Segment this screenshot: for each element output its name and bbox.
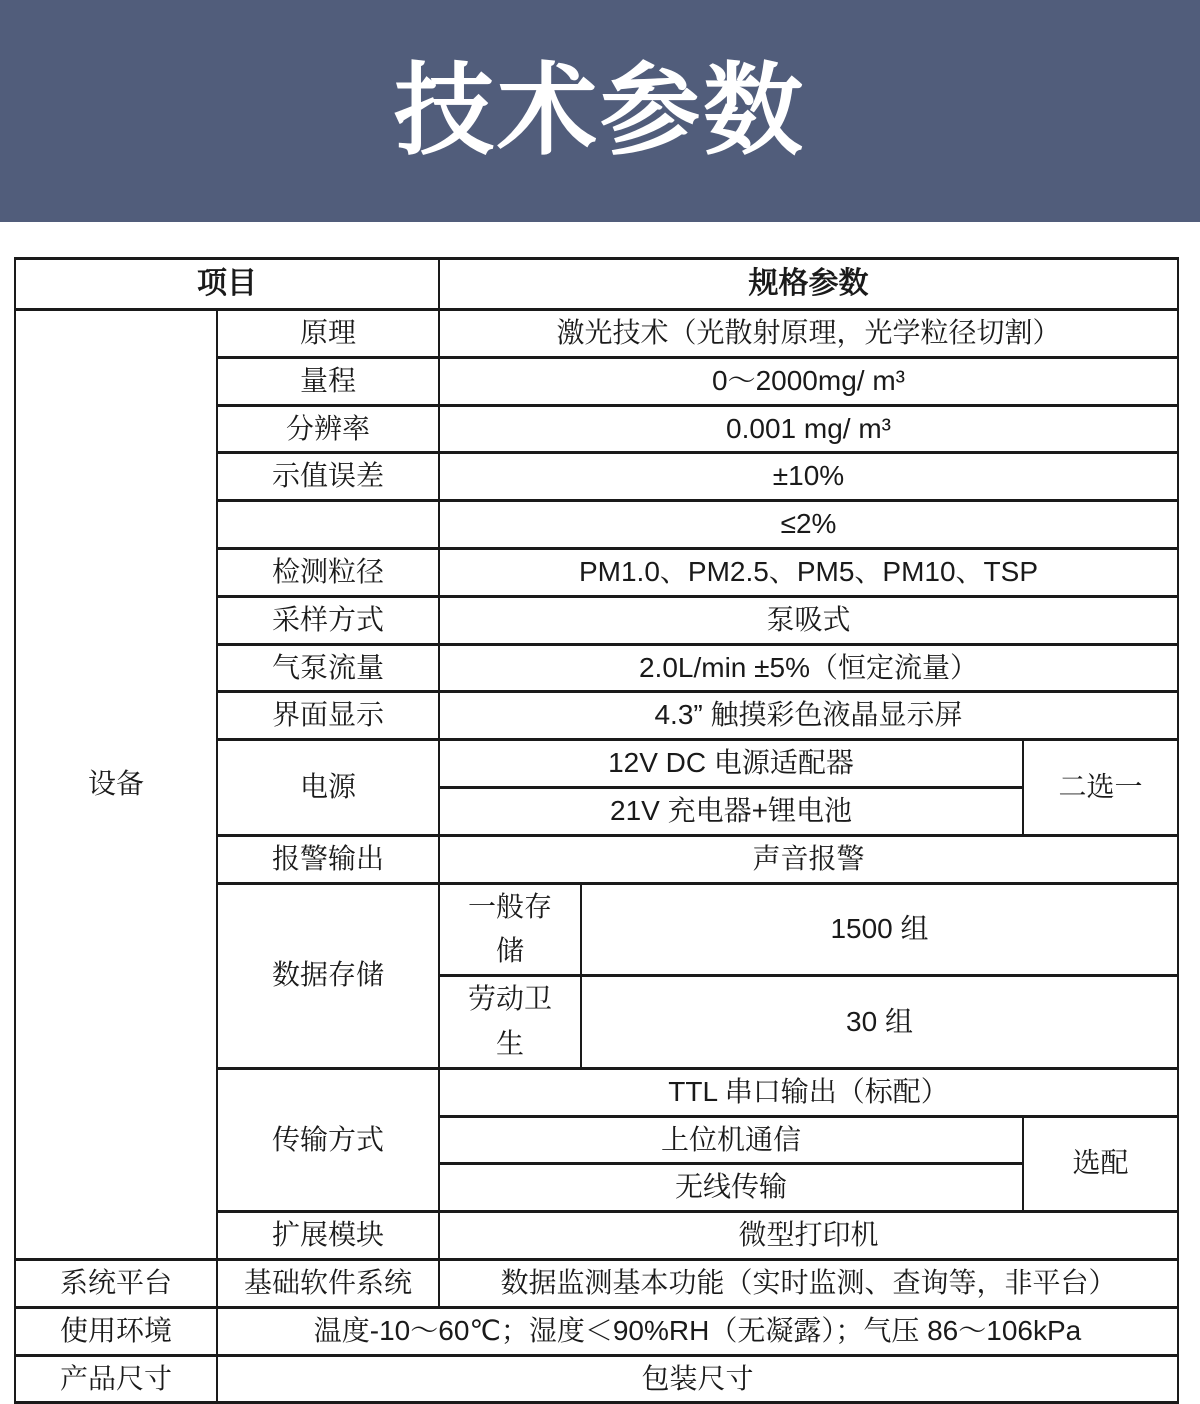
- row-value-power-option1: 12V DC 电源适配器: [439, 740, 1023, 788]
- group-label-device: 设备: [15, 310, 217, 1260]
- system-platform-value: 数据监测基本功能（实时监测、查询等，非平台）: [439, 1259, 1178, 1307]
- power-note: 二选一: [1023, 740, 1178, 836]
- row-value-pump-flow: 2.0L/min ±5%（恒定流量）: [439, 644, 1178, 692]
- row-label-alarm: 报警输出: [217, 835, 439, 883]
- row-value-principle: 激光技术（光散射原理，光学粒径切割）: [439, 310, 1178, 358]
- row-label-expansion: 扩展模块: [217, 1212, 439, 1260]
- transmission-option1-value: 上位机通信: [439, 1116, 1023, 1164]
- row-value-sampling: 泵吸式: [439, 596, 1178, 644]
- row-label-power: 电源: [217, 740, 439, 836]
- transmission-standard-value: TTL 串口输出（标配）: [439, 1068, 1178, 1116]
- group-label-system-platform: 系统平台: [15, 1259, 217, 1307]
- row-value-display: 4.3” 触摸彩色液晶显示屏: [439, 692, 1178, 740]
- environment-value: 温度-10～60℃；湿度＜90%RH（无凝露）；气压 86～106kPa: [217, 1307, 1178, 1355]
- title-banner: [0, 0, 1200, 222]
- row-label-resolution: 分辨率: [217, 405, 439, 453]
- row-principle: [15, 310, 1178, 358]
- row-value-indication-error: ±10%: [439, 453, 1178, 501]
- row-value-particle-size: PM1.0、PM2.5、PM5、PM10、TSP: [439, 548, 1178, 596]
- row-label-pump-flow: 气泵流量: [217, 644, 439, 692]
- storage-hygiene-label: 劳动卫生: [439, 976, 581, 1069]
- row-value-power-option2: 21V 充电器+锂电池: [439, 787, 1023, 835]
- storage-general-value: 1500 组: [581, 883, 1178, 976]
- row-label-transmission: 传输方式: [217, 1068, 439, 1211]
- row-system-platform: [15, 1259, 1178, 1307]
- header-spec: 规格参数: [439, 259, 1178, 310]
- spec-table: [14, 257, 1179, 1404]
- page-title: 技术参数: [394, 55, 806, 167]
- storage-hygiene-value: 30 组: [581, 976, 1178, 1069]
- group-label-product-size: 产品尺寸: [15, 1355, 217, 1403]
- storage-general-label: 一般存储: [439, 883, 581, 976]
- group-label-environment: 使用环境: [15, 1307, 217, 1355]
- table-header-row: [15, 259, 1178, 310]
- system-platform-sub-label: 基础软件系统: [217, 1259, 439, 1307]
- row-label-range: 量程: [217, 357, 439, 405]
- row-value-range: 0～2000mg/ m³: [439, 357, 1178, 405]
- row-label-sampling: 采样方式: [217, 596, 439, 644]
- transmission-note: 选配: [1023, 1116, 1178, 1212]
- row-label-display: 界面显示: [217, 692, 439, 740]
- row-product-size: [15, 1355, 1178, 1403]
- header-item: 项目: [15, 259, 439, 310]
- row-label-principle: 原理: [217, 310, 439, 358]
- row-value-expansion: 微型打印机: [439, 1212, 1178, 1260]
- row-label-particle-size: 检测粒径: [217, 548, 439, 596]
- row-label-storage: 数据存储: [217, 883, 439, 1068]
- row-value-repeatability: ≤2%: [439, 501, 1178, 549]
- row-environment: [15, 1307, 1178, 1355]
- row-label-repeatability: [217, 501, 439, 549]
- row-value-resolution: 0.001 mg/ m³: [439, 405, 1178, 453]
- row-value-alarm: 声音报警: [439, 835, 1178, 883]
- row-label-indication-error: 示值误差: [217, 453, 439, 501]
- product-size-value: 包装尺寸: [217, 1355, 1178, 1403]
- transmission-option2-value: 无线传输: [439, 1164, 1023, 1212]
